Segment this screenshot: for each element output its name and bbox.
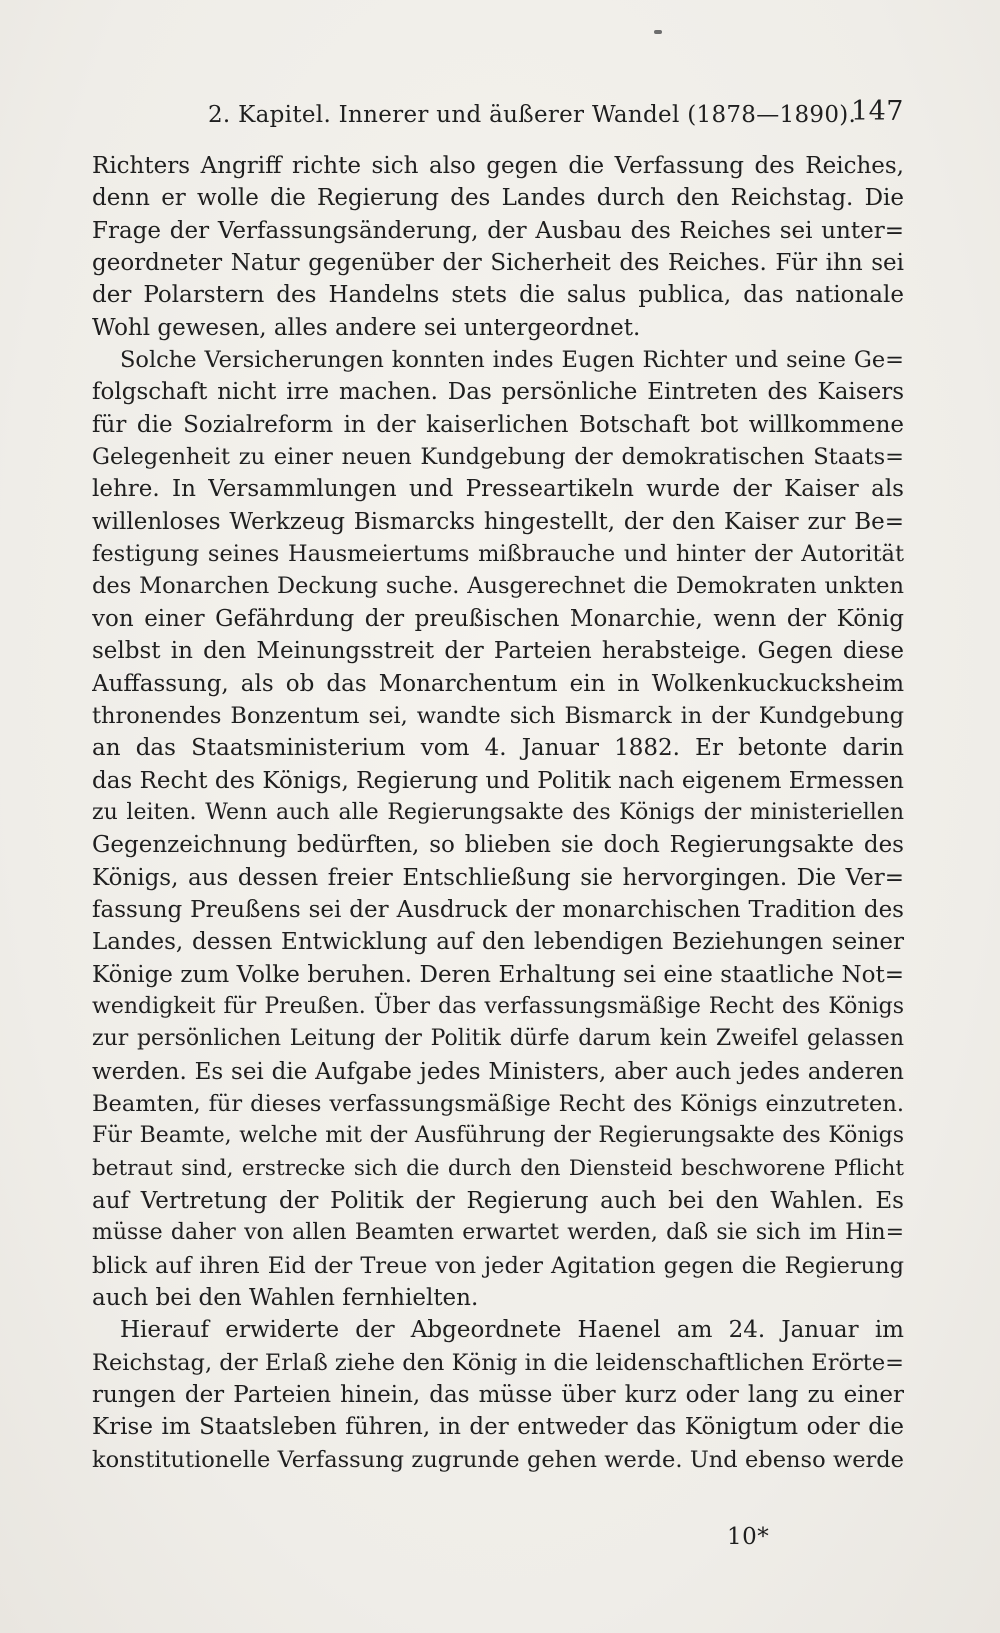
text-line: betraut sind, erstrecke sich die durch den Diensteid beschworene Pflicht xyxy=(92,1155,904,1181)
text-line: zu leiten. Wenn auch alle Regierungsakte des Königs der ministeriellen xyxy=(92,799,904,825)
text-line: Auffassung, als ob das Monarchentum ein in Wolkenkuckucksheim xyxy=(92,670,904,697)
text-line: Gegenzeichnung bedürften, so blieben sie doch Regierungsakte des xyxy=(92,832,904,859)
text-line: fassung Preußens sei der Ausdruck der monarchischen Tradition des xyxy=(92,896,904,923)
text-line: selbst in den Meinungsstreit der Parteien herabsteige. Gegen diese xyxy=(92,638,904,665)
text-line: von einer Gefährdung der preußischen Monarchie, wenn der König xyxy=(92,605,904,632)
text-line: Frage der Verfassungsänderung, der Ausbau des Reiches sei unter= xyxy=(92,217,904,244)
text-line: Hierauf erwiderte der Abgeordnete Haenel am 24. Januar im xyxy=(120,1317,904,1344)
text-line: blick auf ihren Eid der Treue von jeder Agitation gegen die Regierung xyxy=(92,1252,904,1279)
text-line: müsse daher von allen Beamten erwartet werden, daß sie sich im Hin= xyxy=(92,1220,904,1246)
running-header xyxy=(208,96,904,136)
text-line: Krise im Staatsleben führen, in der entweder das Königtum oder die xyxy=(92,1414,904,1441)
text-line: Für Beamte, welche mit der Ausführung der Regierungsakte des Königs xyxy=(92,1123,904,1149)
text-line: auch bei den Wahlen fernhielten. xyxy=(92,1285,479,1312)
text-line: festigung seines Hausmeiertums mißbrauche und hinter der Autorität xyxy=(92,541,904,568)
text-line: lehre. In Versammlungen und Presseartikeln wurde der Kaiser als xyxy=(92,476,904,503)
text-line: Wohl gewesen, alles andere sei untergeordnet. xyxy=(92,314,641,341)
text-line: Gelegenheit zu einer neuen Kundgebung der demokratischen Staats= xyxy=(92,444,904,471)
text-line: an das Staatsministerium vom 4. Januar 1882. Er betonte darin xyxy=(92,735,904,762)
text-line: folgschaft nicht irre machen. Das persönliche Eintreten des Kaisers xyxy=(92,379,904,406)
text-line: Solche Versicherungen konnten indes Eugen Richter und seine Ge= xyxy=(120,347,904,374)
page-number: 147 xyxy=(850,96,904,127)
text-line: der Polarstern des Handelns stets die salus publica, das nationale xyxy=(92,282,904,309)
text-line: willenloses Werkzeug Bismarcks hingestellt, der den Kaiser zur Be= xyxy=(92,508,904,535)
running-title: 2. Kapitel. Innerer und äußerer Wandel (1878—1890). xyxy=(208,102,857,128)
text-line: werden. Es sei die Aufgabe jedes Ministers, aber auch jedes anderen xyxy=(92,1058,904,1085)
text-line: zur persönlichen Leitung der Politik dürfe darum kein Zweifel gelassen xyxy=(92,1026,904,1052)
text-line: Richters Angriff richte sich also gegen die Verfassung des Reiches, xyxy=(92,153,904,179)
text-line: Könige zum Volke beruhen. Deren Erhaltung sei eine staatliche Not= xyxy=(92,961,904,988)
text-line: rungen der Parteien hinein, das müsse über kurz oder lang zu einer xyxy=(92,1382,904,1409)
text-line: konstitutionelle Verfassung zugrunde gehen werde. Und ebenso werde xyxy=(92,1446,904,1473)
ink-speck xyxy=(654,30,662,34)
body-text xyxy=(92,150,904,1476)
text-line: geordneter Natur gegenüber der Sicherheit des Reiches. Für ihn sei xyxy=(92,250,904,277)
text-line: Reichstag, der Erlaß ziehe den König in die leidenschaftlichen Erörte= xyxy=(92,1349,904,1376)
text-line: denn er wolle die Regierung des Landes durch den Reichstag. Die xyxy=(92,185,904,212)
text-line: Landes, dessen Entwicklung auf den lebendigen Beziehungen seiner xyxy=(92,929,904,956)
text-line: auf Vertretung der Politik der Regierung auch bei den Wahlen. Es xyxy=(92,1188,904,1214)
text-line: wendigkeit für Preußen. Über das verfassungsmäßige Recht des Königs xyxy=(92,993,904,1019)
text-line: thronendes Bonzentum sei, wandte sich Bismarck in der Kundgebung xyxy=(92,702,904,729)
text-line: Königs, aus dessen freier Entschließung sie hervorgingen. Die Ver= xyxy=(92,864,904,891)
text-line: das Recht des Königs, Regierung und Politik nach eigenem Ermessen xyxy=(92,767,904,794)
text-line: Beamten, für dieses verfassungsmäßige Recht des Königs einzutreten. xyxy=(92,1090,904,1117)
text-line: des Monarchen Deckung suche. Ausgerechnet die Demokraten unkten xyxy=(92,573,904,600)
text-line: für die Sozialreform in der kaiserlichen Botschaft bot willkommene xyxy=(92,411,904,438)
signature-mark: 10* xyxy=(727,1524,770,1550)
